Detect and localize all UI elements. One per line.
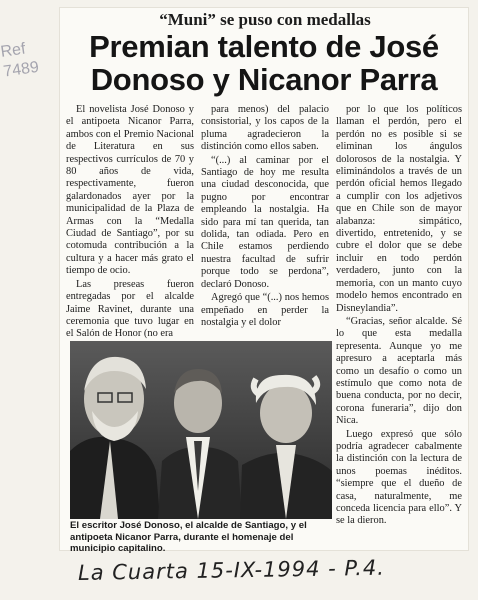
photo-caption: El escritor José Donoso, el alcalde de Santiago, y el antipoeta Nicanor Parra, durante el homenaje del municipio capitalino.	[70, 520, 307, 554]
archive-stamp-line1: Ref	[0, 40, 27, 61]
headline-line1: Premian talento de José	[89, 29, 439, 64]
newspaper-clipping	[60, 8, 468, 554]
col1-paragraph: El novelista José Donoso y el antipoeta Nicanor Parra, ambos con el Premio Nacional de Literatura en sus respectivos currículos de 70 y 80 años de vida, respectivamente, fueron galardonados ayer por la municipalidad de la Plaza de Armas con la “Medalla Ciudad de Santiago”, por su cotomuda contribución a la cultura y a hacer más grato el tiempo de ocio.	[66, 104, 194, 277]
archive-stamp	[0, 37, 45, 82]
text-column-1	[66, 104, 194, 342]
handwritten-source-note: La Cuarta 15-IX-1994 - P.4.	[77, 555, 386, 585]
col2-paragraph: para menos) del palacio consistorial, y los capos de la pluma agradecieron la distinción como ellos saben.	[201, 104, 329, 153]
col3-paragraph: por lo que los políticos llaman el perdón, pero el perdón no es posible si se eliminan los ángulos dolorosos de la nostalgia. Y eliminándolos a través de un perdón oficial hemos llegado a cumplir con los adjetivos que en Chile son de mayor alabanza: simpático, divertido, entretenido, y se cubre el dolor que se debe incluir en todo perdón verdadero, junto con la memoria, con un manto cuyo modelo hemos encontrado en Disneylandia”.	[336, 104, 462, 314]
col2-paragraph: Agregó que “(...) nos hemos empeñado en perder la nostalgia y el dolor	[201, 292, 329, 328]
article-headline	[64, 30, 464, 96]
col1-paragraph: Las preseas fueron entregadas por el alcalde Jaime Ravinet, durante una ceremonia que tuvo lugar en el Salón de Honor (no era	[66, 278, 194, 340]
col3-paragraph: Luego expresó que sólo podría agradecer cabalmente la distinción con la lectura de unos poemas inéditos. “siempre que el dueño de casa, naturalmente, me conceda licencia para ello”. Y se la dieron.	[336, 428, 462, 527]
text-column-3	[336, 104, 462, 529]
headline-line2: Donoso y Nicanor Parra	[90, 62, 438, 97]
col3-paragraph: “Gracias, señor alcalde. Sé lo que esta medalla representa. Aunque yo me apresuro a aceptarla más como un desafío o como un estímulo que como nota de buena conducta, por no decir, corona funeraria”, dijo don Nica.	[336, 315, 462, 427]
text-column-2	[201, 104, 329, 330]
archive-stamp-line2: 7489	[2, 58, 40, 81]
col2-paragraph: “(...) al caminar por el Santiago de hoy me resulta una ciudad desconocida, que pugno por encontrar empleando la nostalgia. Ha sido para mí tan querida, tan dolida, tan odiada. Pero en Chile estamos perdiendo nuestra facultad de sufrir porque todo se perdona”, declaró Donoso.	[201, 154, 329, 290]
article-photo	[70, 341, 332, 519]
article-overline: “Muni” se puso con medallas	[159, 10, 371, 29]
